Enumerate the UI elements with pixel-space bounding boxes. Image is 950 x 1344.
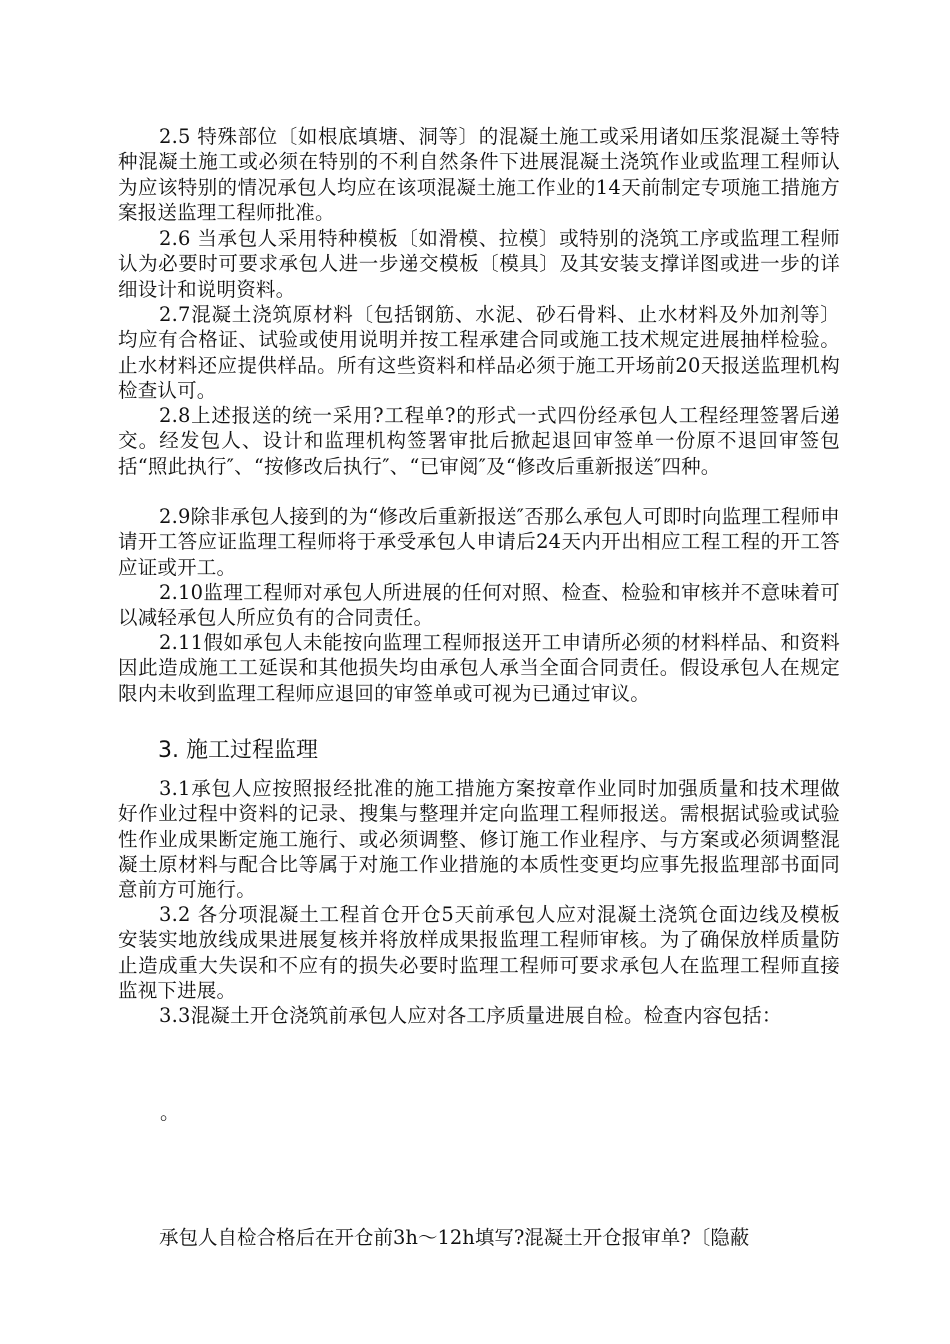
- paragraph-2-10: 2.10监理工程师对承包人所进展的任何对照、检查、检验和审核并不意味着可以减轻承包人所应负有的合同责任。: [118, 581, 840, 630]
- paragraph-2-11: 2.11假如承包人未能按向监理工程师报送开工申请所必须的材料样品、和资料因此造成施工工延误和其他损失均由承包人承当全面合同责任。假设承包人在规定限内未收到监理工程师应退回的审签单或可视为已通过审议。: [118, 631, 840, 705]
- section-heading: 3. 施工过程监理: [158, 738, 318, 763]
- paragraph-continued: 承包人自检合格后在开仓前3h～12h填写?混凝土开仓报审单?〔隐蔽: [159, 1226, 750, 1249]
- paragraph-3-3: 3.3混凝土开仓浇筑前承包人应对各工序质量进展自检。检查内容包括：: [159, 1004, 782, 1027]
- lone-period-mark: 。: [160, 1101, 180, 1124]
- paragraph-2-8: 2.8上述报送的统一采用?工程单?的形式一式四份经承包人工程经理签署后递交。经发包人、设计和监理机构签署审批后掀起退回审签单一份原不退回审签包括“照此执行″、“按修改后执行″、“已审阅″及“修改后重新报送″四种。: [118, 404, 840, 478]
- paragraph-3-2: 3.2 各分项混凝土工程首仓开仓5天前承包人应对混凝土浇筑仓面边线及模板安装实地放线成果进展复核并将放样成果报监理工程师审核。为了确保放样质量防止造成重大失误和不应有的损失必要时监理工程师可要求承包人在监理工程师直接监视下进展。: [118, 903, 840, 1002]
- paragraph-2-5: 2.5 特殊部位〔如根底填塘、洞等〕的混凝土施工或采用诸如压浆混凝土等特种混凝土施工或必须在特别的不利自然条件下进展混凝土浇筑作业或监理工程师认为应该特别的情况承包人均应在该项混凝土施工作业的14天前制定专项施工措施方案报送监理工程师批准。: [118, 125, 840, 224]
- paragraph-2-9: 2.9除非承包人接到的为“修改后重新报送″否那么承包人可即时向监理工程师申请开工答应证监理工程师将于承受承包人申请后24天内开出相应工程工程的开工答应证或开工。: [118, 505, 840, 579]
- paragraph-2-6: 2.6 当承包人采用特种模板〔如滑模、拉模〕或特别的浇筑工序或监理工程师认为必要时可要求承包人进一步递交模板〔模具〕及其安装支撑详图或进一步的详细设计和说明资料。: [118, 227, 840, 301]
- paragraph-2-7: 2.7混凝土浇筑原材料〔包括钢筋、水泥、砂石骨料、止水材料及外加剂等〕均应有合格证、试验或使用说明并按工程承建合同或施工技术规定进展抽样检验。止水材料还应提供样品。所有这些资料和样品必须于施工开场前20天报送监理机构检查认可。: [118, 303, 840, 402]
- paragraph-3-1: 3.1承包人应按照报经批准的施工措施方案按章作业同时加强质量和技术理做好作业过程中资料的记录、搜集与整理并定向监理工程师报送。需根据试验或试验性作业成果断定施工施行、或必须调整、修订施工作业程序、与方案或必须调整混凝土原材料与配合比等属于对施工作业措施的本质性变更均应事先报监理部书面同意前方可施行。: [118, 777, 840, 902]
